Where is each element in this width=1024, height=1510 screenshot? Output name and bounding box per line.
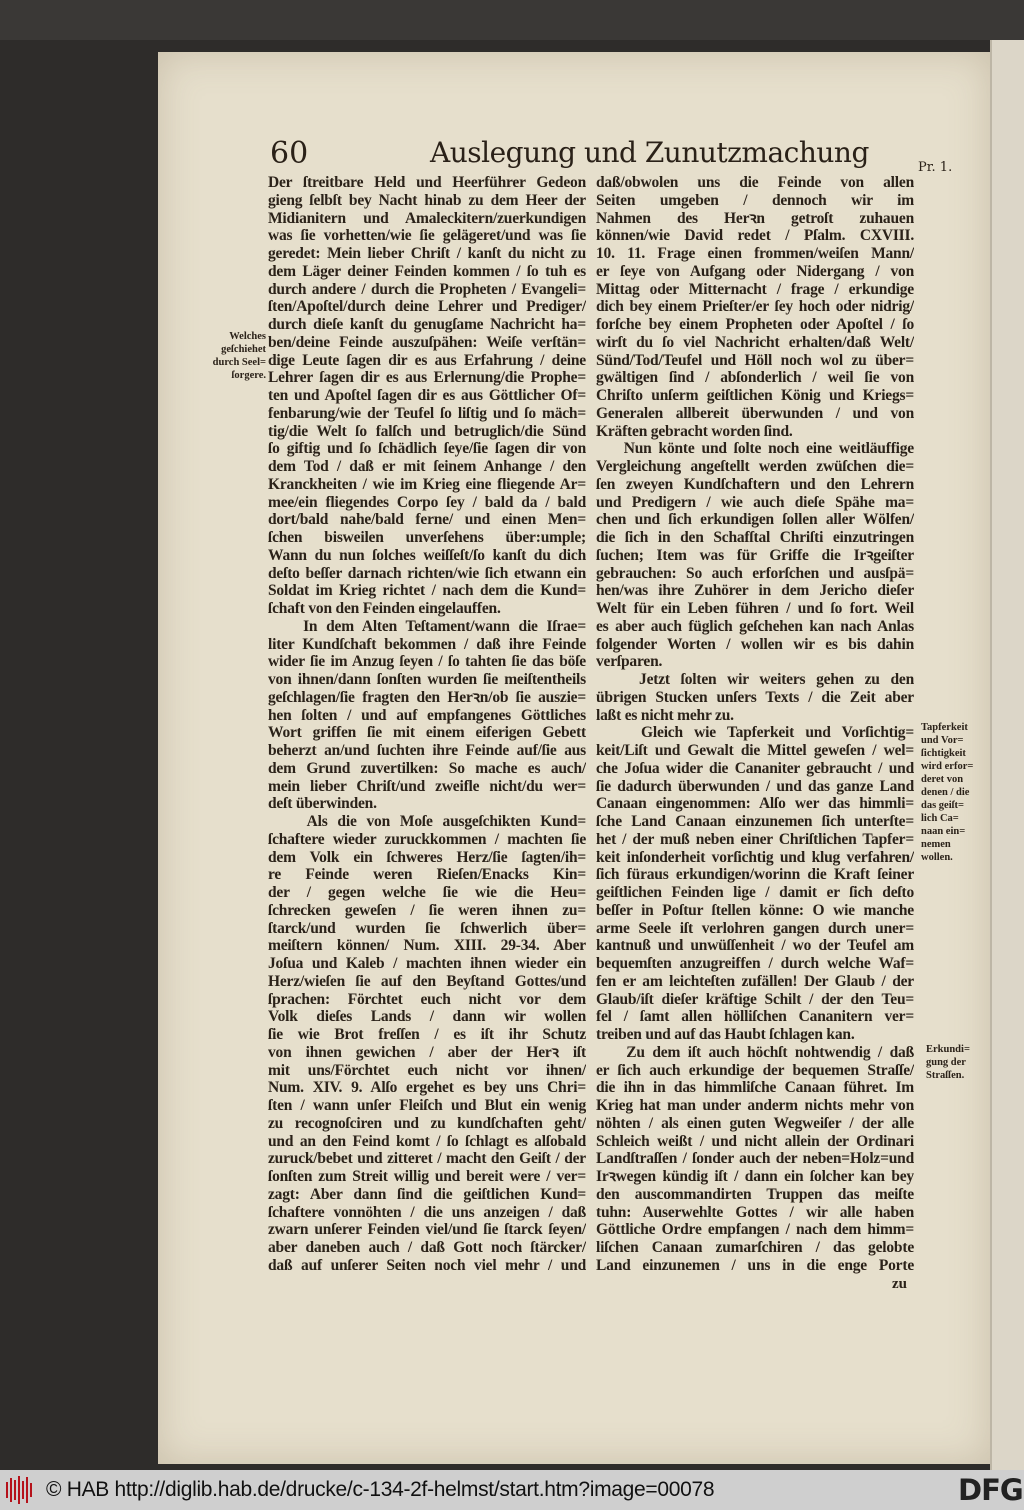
text-line: Canaan eingenommen: Alſo wer das himmli= (596, 795, 914, 813)
text-line: Nun könte und ſolte noch eine weitläuffige (596, 440, 914, 458)
text-line: Lehrer ſagen dir es aus Erlernung/die Prophe= (268, 369, 586, 387)
text-line: hen/was ihre Zuhörer in dem Jericho dieſer (596, 582, 914, 600)
text-line: dem Läger deiner Feinden kommen / ſo tuh es (268, 262, 586, 280)
text-line: treiben und auf das Haubt ſchlagen kan. (596, 1026, 855, 1043)
text-line: Irꝛwegen kündig iſt / dann ein ſolcher kan bey (596, 1168, 914, 1185)
text-line: tig/die Welt ſo falſch und betruglich/die Sünd (268, 422, 586, 440)
text-line: ſprachen: Förchtet euch nicht vor dem (268, 990, 586, 1008)
text-line: beſſer in Poſtur ſtellen könne: O wie manche (596, 901, 914, 919)
text-line: hen ſolten / und auf empfangenes Göttliches (268, 706, 586, 724)
margin-note-right (921, 721, 985, 864)
text-line: und an den Feind komt / ſo ſchlagt es alſobald (268, 1132, 586, 1150)
text-line: die ſich in den Schafſtal Chriſti einzutringen (596, 529, 914, 546)
text-line: keit/Liſt und Gewalt die Mittel geweſen / wel= (596, 742, 914, 759)
margin-note-right (926, 1043, 988, 1082)
scan-background (0, 0, 1024, 40)
text-line: dich bey einem Prieſter/er ſey hoch oder nidrig/ (596, 298, 914, 316)
margin-note-line: deret von (921, 774, 964, 785)
next-page-edge (990, 40, 1024, 1470)
margin-note-line: ſichtigkeit (921, 748, 966, 759)
text-line: ſchaftere vonnöhten / die uns anzeigen / daß (268, 1203, 586, 1221)
text-line: ſchaftere wieder zuruckkommen / machten ſie (268, 830, 586, 848)
margin-note-line: Welches (229, 331, 266, 342)
text-line: von ihnen gewichen / aber der Herꝛ iſt (268, 1043, 586, 1061)
text-line: was ſie vorhetten/wie ſie gelägeret/und was ſie (268, 227, 586, 245)
text-line: ten und Apoſtel ſagen dir es aus Göttlicher Of= (268, 387, 586, 404)
margin-note-line: Erkundi= (926, 1044, 970, 1055)
page-number: 60 (270, 136, 309, 171)
text-line: keit inſonderheit vorſichtig und klug verfahren/ (596, 848, 914, 866)
text-line: Generalen allbereit überwunden / und von (596, 404, 914, 422)
text-line: Midianitern und Amaleckitern/zuerkundigen (268, 209, 586, 227)
text-line: laßt es nicht mehr zu. (596, 706, 734, 724)
text-line: ſten/Apoſtel/durch deine Lehrer und Prediger/ (268, 298, 586, 316)
margin-note-line: und Vor= (921, 735, 964, 746)
text-column-right (596, 174, 914, 1275)
text-line: beherzt an/und ſuchten ihre Feinde auf/ſie aus (268, 742, 586, 759)
text-line: verſparen. (596, 653, 663, 671)
text-line: ſtarck/und wurden ſie ſchwerlich über= (268, 919, 586, 937)
text-line: fel / ſamt allen hölliſchen Cananitern ver= (596, 1008, 914, 1026)
text-line: geredet: Mein lieber Chriſt / kanſt du nicht zu (268, 245, 586, 262)
text-line: Nahmen des Herꝛn getroſt zuhauen (596, 209, 914, 227)
text-line: Welt für ein Leben führen / und ſo fort. Weil (596, 600, 914, 617)
text-line: Göttliche Ordre empfangen / nach dem himm= (596, 1221, 914, 1239)
signature-mark: Pr. 1. (918, 160, 953, 175)
text-line: Der ſtreitbare Held und Heerführer Gedeon (268, 174, 586, 191)
text-line: liter Kundſchaft bekommen / daß ihre Feinde (268, 635, 586, 653)
footer-bar (0, 1470, 1024, 1510)
text-line: gieng ſelbſt bey Nacht hinab zu dem Heer der (268, 191, 586, 209)
text-line: che Joſua wider die Cananiter gebraucht / und (596, 759, 914, 777)
text-line: durch andere / durch die Propheten / Evangeli= (268, 280, 586, 298)
text-line: können/wie David redet / Pſalm. CXVIII. (596, 227, 914, 245)
text-line: zu recognoſciren und zu kundſchaften geht/ (268, 1114, 586, 1132)
text-line: Wann du nun ſolches weiſſeſt/ſo kanſt du dich (268, 546, 586, 564)
text-line: dige Leute ſagen dir es aus Erfahrung / deine (268, 351, 586, 369)
margin-note-line: naan ein= (921, 826, 966, 837)
text-line: ſten / wann unſer Fleiſch und Blut ein wenig (268, 1097, 586, 1114)
text-line: Zu dem iſt auch höchſt nohtwendig / daß (596, 1043, 914, 1061)
text-line: Mittag oder Mitternacht / frage / erkundige (596, 280, 914, 298)
text-line: 10. 11. Frage einen frommen/weiſen Mann/ (596, 245, 914, 262)
text-line: gwältigen ſind / abſonderlich / weil ſie von (596, 369, 914, 387)
text-line: und Predigern / wie auch dieſe Spähe ma= (596, 493, 914, 511)
text-line: ſo giftig und ſo ſchädlich ſeye/ſie ſagen dir von (268, 440, 586, 458)
text-line: ſchen bisweilen unverſehens über:umple; (268, 529, 586, 546)
margin-note-line: geſchiehet (221, 344, 266, 355)
text-line: forſche bey einem Propheten oder Apoſtel / ſo (596, 316, 914, 333)
text-line: ſie wie Brot freſſen / es iſt ihr Schutz (268, 1026, 586, 1043)
text-line: daß auf unſerer Seiten noch viel mehr / und (268, 1256, 586, 1274)
margin-note-line: Tapferkeit (921, 722, 968, 733)
text-line: Land einzunemen / uns in die enge Porte (596, 1256, 914, 1274)
text-line: chen und ſich erkundigen ſollen aller Wölfen/ (596, 511, 914, 529)
text-line: mit uns/Förchtet euch nicht vor ihnen/ (268, 1061, 586, 1079)
text-line: fenbarung/wie der Teufel ſo liſtig und ſo mäch= (268, 404, 586, 422)
text-line: wirſt du ſo viel Nachricht erhalten/daß Welt/ (596, 333, 914, 351)
text-line: Sünd/Tod/Teufel und Höll noch wol zu über= (596, 351, 914, 369)
text-line: liſchen Canaan zumarſchiren / das gelobte (596, 1239, 914, 1256)
text-line: bequemſten anzugreiffen / durch welche Waf= (596, 955, 914, 972)
text-line: het / der muß neben einer Chriſtlichen Tapfer= (596, 830, 914, 848)
text-line: Krieg hat man under anderm nichts mehr von (596, 1097, 914, 1114)
margin-note-line: wird erfor= (921, 761, 974, 772)
text-line: ben/deine Feinde auszuſpähen: Weiſe verſtän= (268, 333, 586, 351)
text-line: Num. XIV. 9. Alſo ergehet es bey uns Chri= (268, 1079, 586, 1097)
text-line: er ſich auch erkundige der bequemen Straſſe/ (596, 1061, 914, 1079)
text-line: aber daneben auch / daß Gott noch ſtärcker/ (268, 1239, 586, 1256)
text-line: Kranckheiten / wie im Krieg eine fliegende Ar= (268, 475, 586, 493)
text-line: fen er am leichteſten zufällen! Der Glaub / der (596, 972, 914, 990)
text-line: dem Tod / daß er mit ſeinem Anhange / den (268, 458, 586, 475)
text-line: deſt überwinden. (268, 795, 377, 813)
text-line: wider ſie im Anzug ſeyen / ſo tahten ſie das böſe (268, 653, 586, 671)
text-line: von ihnen/dann ſonſten wurden ſie meiſtentheils (268, 671, 586, 688)
text-line: dort/bald nahe/bald ferne/ und einen Men= (268, 511, 586, 529)
text-column-left (268, 174, 586, 1275)
text-line: tuhn: Auserwehlte Gottes / wir alle haben (596, 1203, 914, 1221)
text-line: dem Grund zuvertilken: So mache es auch/ (268, 759, 586, 777)
text-line: ſchaft von den Feinden eingelauffen. (268, 600, 501, 617)
text-line: mein lieber Chriſt/und zweifle nicht/du wer= (268, 777, 586, 795)
text-line: die ihn in das himmliſche Canaan führet. Im (596, 1079, 914, 1097)
text-line: geſchlagen/ſie fragten den Herꝛn/ob ſie auszie= (268, 688, 586, 706)
margin-note-line: Straſſen. (926, 1070, 965, 1081)
margin-note-line: denen / die (921, 787, 970, 798)
text-line: es aber auch füglich geſchehen kan nach Anlas (596, 617, 914, 635)
running-head: Auslegung und Zunutzmachung (430, 136, 869, 169)
text-line: Joſua und Kaleb / machten ihnen wieder ein (268, 955, 586, 972)
text-line: er ſeye von Aufgang oder Nidergang / von (596, 262, 914, 280)
text-line: dem Volk ein ſchweres Herz/ſie ſagten/ih= (268, 848, 586, 866)
text-line: ſich füraus erkundigen/worinn die Kraft ſeiner (596, 866, 914, 884)
text-line: geiſtlichen Feinden lige / damit er ſich deſto (596, 884, 914, 901)
text-line: Chriſto unſerm geiſtlichen König und Kriegs= (596, 387, 914, 404)
text-line: nöhten / als einen guten Wegweiſer / der alle (596, 1114, 914, 1132)
text-line: Volk dieſes Lands / dann wir wollen (268, 1008, 586, 1026)
dfg-logo: DFG (958, 1473, 1023, 1507)
text-line: Vergleichung angeſtellt werden zwüſchen die= (596, 458, 914, 475)
text-line: ſchrecken geweſen / ſie weren ihnen zu= (268, 901, 586, 919)
margin-note-line: wollen. (921, 852, 953, 863)
text-line: Jetzt ſolten wir weiters gehen zu den (596, 671, 914, 688)
text-line: ſie dadurch überwunden / und das ganze Land (596, 777, 914, 795)
margin-note-line: ſorgere. (231, 370, 266, 381)
text-line: den auscommandirten Truppen das meiſte (596, 1185, 914, 1203)
margin-note-line: das geiſt= (921, 800, 965, 811)
catchword: zu (892, 1276, 907, 1292)
text-line: zagt: Aber dann ſind die geiſtlichen Kund= (268, 1185, 586, 1203)
text-line: durch dieſe kanſt du genugſame Nachricht ha= (268, 316, 586, 333)
text-line: Gleich wie Tapferkeit und Vorſichtig= (596, 724, 914, 742)
margin-note-line: nemen (921, 839, 951, 850)
text-line: zuruck/bebet und zitteret / macht den Geiſt / der (268, 1150, 586, 1168)
text-line: meiſtern können/ Num. XIII. 29-34. Aber (268, 937, 586, 955)
text-line: arme Seele iſt verlohren gangen durch uner= (596, 919, 914, 937)
text-line: ſonſten zum Streit willig und bereit were / ver= (268, 1168, 586, 1185)
margin-note-left (200, 330, 266, 382)
margin-note-line: lich Ca= (921, 813, 959, 824)
source-url[interactable]: © HAB http://diglib.hab.de/drucke/c-134-2f-helmst/start.htm?image=00078 (46, 1478, 715, 1501)
hab-logo-icon (6, 1476, 34, 1504)
margin-note-line: gung der (926, 1057, 966, 1068)
text-line: Landſtraſſen / ſonder auch der neben=Holz=und (596, 1150, 914, 1168)
text-line: übrigen Stucken unſers Texts / die Zeit aber (596, 688, 914, 706)
text-line: zwarn unſerer Feinden viel/und ſie ſtarck ſeyen/ (268, 1221, 586, 1239)
text-line: ſuchen; Item was für Griffe die Irꝛgeiſter (596, 546, 914, 564)
text-line: Wort griffen ſie mit einem eiferigen Gebett (268, 724, 586, 742)
text-line: ſen zweyen Kundſchaftern und den Lehrern (596, 475, 914, 493)
text-line: folgender Worten / wollen wir es bis dahin (596, 635, 914, 653)
text-line: Glaub/iſt dieſer kräftige Schilt / der den Teu= (596, 990, 914, 1008)
text-line: deſto beſſer darnach richten/wie ſich etwann ein (268, 564, 586, 582)
text-line: In dem Alten Teſtament/wann die Iſrae= (268, 617, 586, 635)
text-line: kantnuß und unwüſſenheit / wo der Teufel am (596, 937, 914, 955)
text-line: Schleich weißt / und nicht allein der Ordinari (596, 1132, 914, 1150)
text-line: Soldat im Krieg richtet / nach dem die Kund= (268, 582, 586, 600)
text-line: mee/ein fliegendes Corpo ſey / bald da / bald (268, 493, 586, 511)
text-line: der / gegen welche ſie wie die Heu= (268, 884, 586, 901)
text-line: Seiten umgeben / dennoch wir im (596, 191, 914, 209)
margin-note-line: durch Seel= (212, 357, 266, 368)
text-line: daß/obwolen uns die Feinde von allen (596, 174, 914, 191)
text-line: gebrauchen: So auch erforſchen und ausſpä= (596, 564, 914, 582)
text-line: Herz/wieſen ſie auf den Beyſtand Gottes/und (268, 972, 586, 990)
text-line: re Feinde weren Rieſen/Enacks Kin= (268, 866, 586, 884)
text-line: ſche Land Canaan einzunemen ſich unterſte= (596, 813, 914, 830)
text-line: Kräften gebracht worden ſind. (596, 422, 793, 440)
text-line: Als die von Moſe ausgeſchikten Kund= (268, 813, 586, 830)
